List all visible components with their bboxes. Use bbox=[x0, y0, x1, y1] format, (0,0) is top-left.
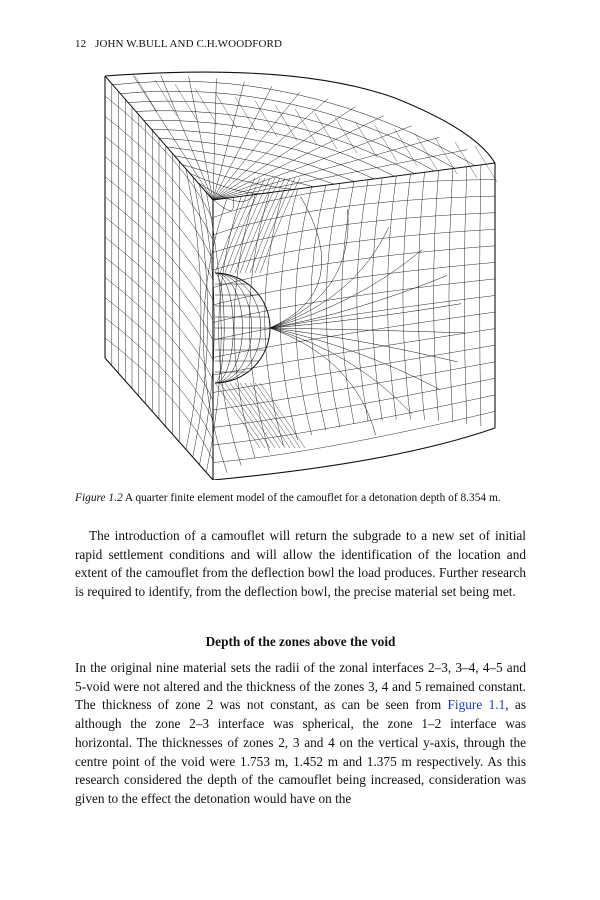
section-heading: Depth of the zones above the void bbox=[205, 634, 396, 649]
top-surface-radial bbox=[213, 86, 272, 200]
right-face-vertical bbox=[280, 189, 298, 440]
zone-dense-line bbox=[250, 383, 295, 448]
body-paragraph-1: The introduction of a camouflet will return the subgrade to a new set of initial rapid settlement conditions and will allow the identification of the location and extent of the camouflet from the deflection bowl the load produces. Further research is required to identify, from the deflection bowl, the precise material set being met. bbox=[75, 528, 526, 600]
top-triangle-diagonal bbox=[215, 93, 237, 129]
void-radial-line bbox=[270, 250, 422, 328]
top-triangle-diagonal bbox=[135, 76, 157, 112]
running-head bbox=[75, 38, 282, 50]
top-triangle-diagonal bbox=[395, 130, 417, 166]
void-radial-line bbox=[270, 328, 458, 362]
top-triangle-diagonal bbox=[235, 97, 257, 133]
right-face-horizontal bbox=[213, 229, 495, 270]
zone-dense-line bbox=[220, 383, 265, 448]
fe-mesh-drawing bbox=[95, 68, 505, 480]
zone-dense-line bbox=[255, 383, 300, 448]
void-radial-line bbox=[270, 304, 461, 328]
right-face-vertical bbox=[434, 170, 439, 420]
zone-dense-line bbox=[230, 383, 275, 448]
top-triangle-diagonal bbox=[455, 142, 477, 178]
running-head-authors: JOHN W.BULL AND C.H.WOODFORD bbox=[95, 38, 283, 50]
top-triangle-diagonal bbox=[435, 138, 457, 174]
right-face-vertical bbox=[403, 174, 411, 419]
right-face-horizontal bbox=[213, 196, 495, 235]
figure-caption-text: A quarter finite element model of the camouflet for a detonation depth of 8.354 m. bbox=[122, 492, 501, 504]
top-surface-arc bbox=[144, 120, 395, 176]
body-paragraph-2 bbox=[75, 659, 526, 809]
figure-caption-label: Figure 1.2 bbox=[75, 492, 123, 504]
paragraph-2-text-end: , as although the zone 2–3 interface was spherical, the zone 1–2 interface was horizontal. The thicknesses of zones 2, 3 and 4 on the vertical y-axis, through the centre point of the void were 1.753 m, 1.452 m and 1.375 m respectively. As this research considered the depth of the camouflet being increased, consideration was given to the effect the detonation would have on the bbox=[75, 697, 526, 806]
right-face-vertical bbox=[326, 183, 340, 427]
figure-1-1-link[interactable]: Figure 1.1 bbox=[447, 697, 506, 713]
top-surface-radial bbox=[213, 78, 216, 200]
top-surface-radial bbox=[189, 76, 213, 200]
zone-dense-line bbox=[230, 178, 270, 273]
right-face-vertical bbox=[388, 176, 397, 420]
right-face-vertical bbox=[480, 165, 481, 426]
top-surface-radial bbox=[213, 82, 244, 200]
zone-dense-line bbox=[235, 383, 280, 448]
right-face-vertical bbox=[449, 169, 453, 423]
zone-dense-line bbox=[215, 383, 260, 448]
top-surface-arc bbox=[151, 129, 374, 179]
zone-dense-line bbox=[215, 178, 255, 273]
left-face-vertical bbox=[206, 192, 221, 472]
right-face-vertical bbox=[203, 198, 227, 473]
top-triangle-diagonal bbox=[295, 109, 317, 145]
paragraph-2-text-start: In the original nine material sets the radii of the zonal interfaces 2–3, 3–4, 4–5 and 5-void were not altered and the thickness of the zones 3, 4 and 5 remained constant. The thickness of zone 2 was not constant, as can be seen from bbox=[75, 660, 526, 713]
top-surface-radial bbox=[213, 99, 328, 200]
left-face-vertical bbox=[186, 169, 201, 450]
mesh-outline-bottom-right bbox=[213, 428, 495, 480]
right-face-vertical bbox=[357, 180, 368, 422]
void-radial-line bbox=[270, 209, 348, 328]
zone-dense-line bbox=[240, 383, 285, 448]
zone-dense-line bbox=[225, 383, 270, 448]
fe-mesh-figure bbox=[95, 68, 505, 480]
void-radial-line bbox=[270, 227, 389, 328]
right-face-vertical bbox=[418, 172, 424, 419]
top-surface-radial bbox=[213, 116, 384, 200]
right-face-vertical bbox=[464, 167, 467, 424]
zone-dense-line bbox=[260, 178, 300, 273]
top-surface-arc bbox=[136, 111, 415, 174]
right-face-horizontal bbox=[213, 345, 495, 392]
top-surface-arc bbox=[159, 138, 354, 182]
top-surface-radial bbox=[133, 75, 213, 200]
top-triangle-diagonal bbox=[335, 117, 357, 153]
top-surface-radial bbox=[161, 75, 213, 200]
figure-caption bbox=[75, 491, 525, 506]
page-number: 12 bbox=[75, 38, 87, 50]
right-face-vertical bbox=[234, 195, 255, 459]
top-triangle-diagonal bbox=[195, 88, 217, 124]
right-face-horizontal bbox=[213, 296, 495, 341]
